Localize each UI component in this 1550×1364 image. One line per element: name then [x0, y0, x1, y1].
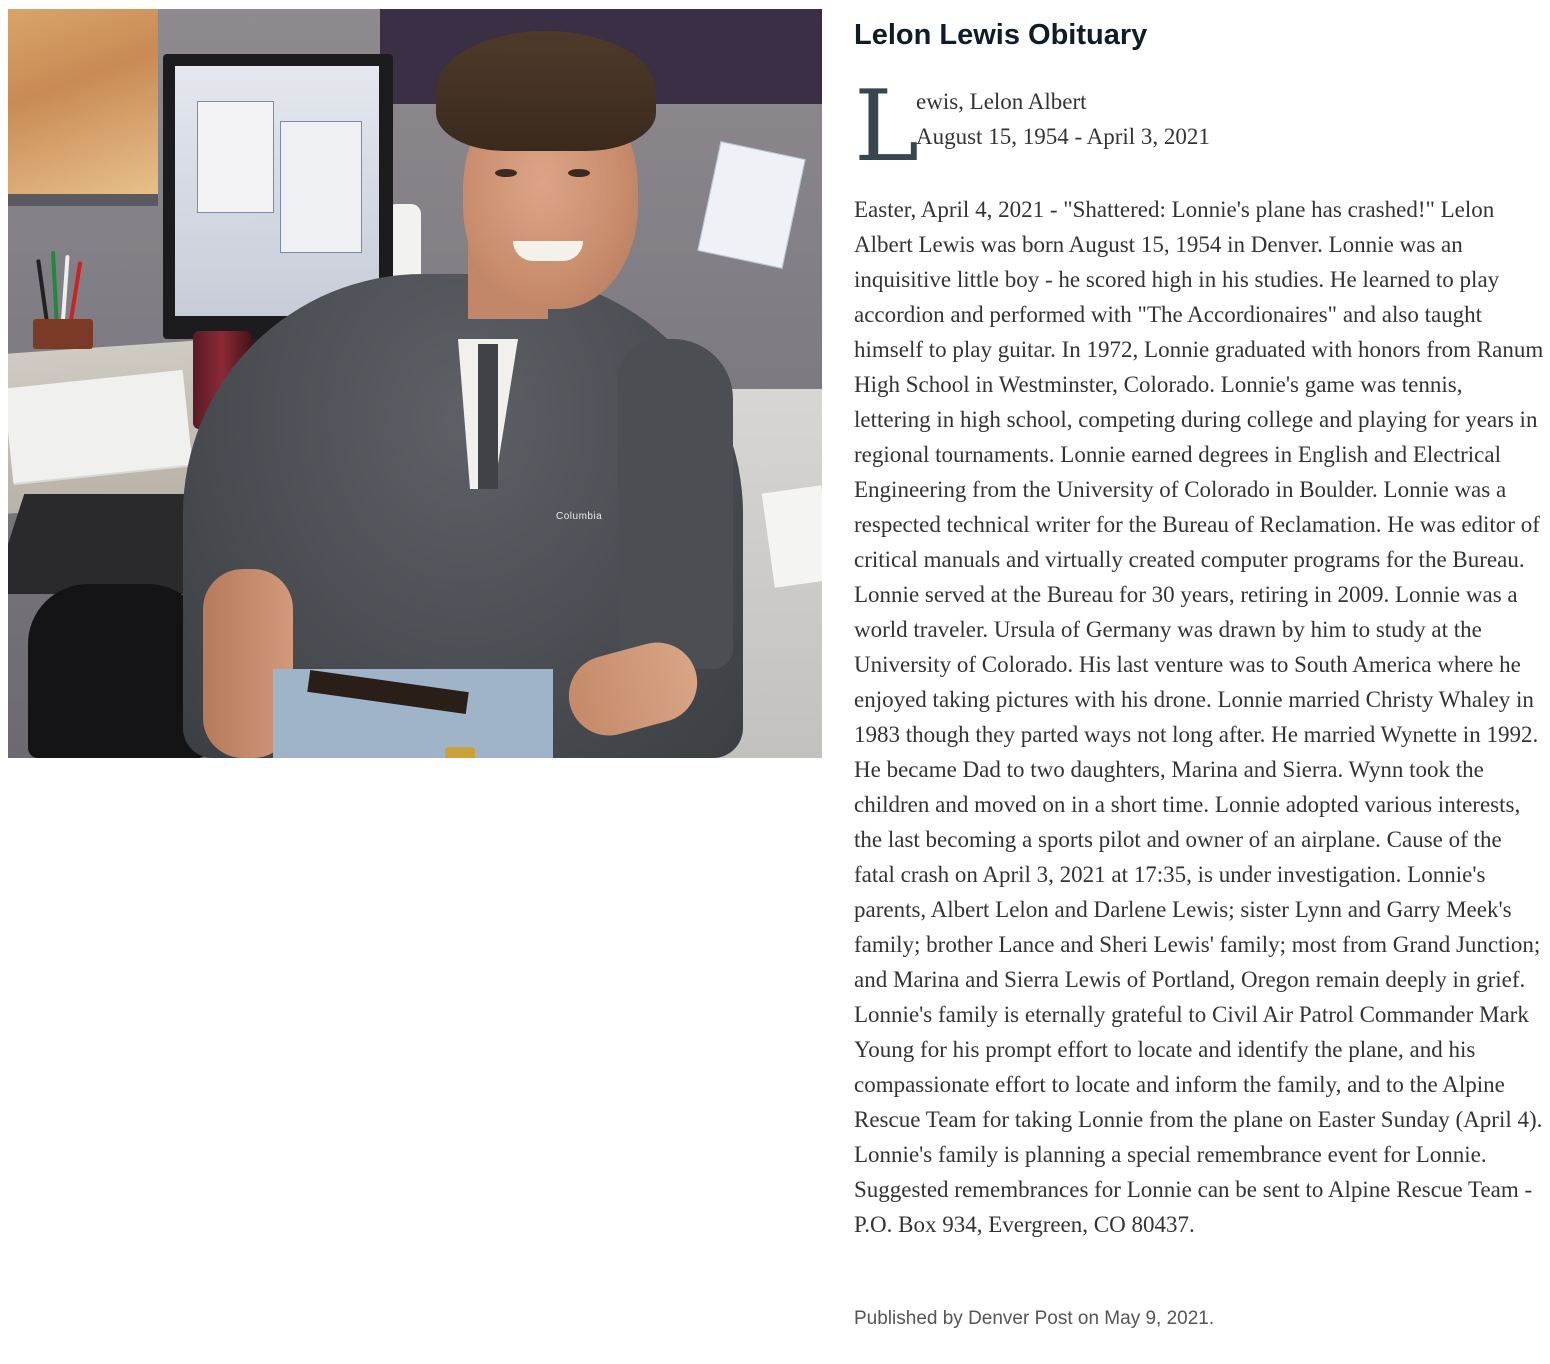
wristwatch [445, 747, 475, 758]
pens [33, 249, 93, 329]
obituary-photo [8, 9, 822, 758]
smile [513, 241, 583, 261]
obituary-body: Easter, April 4, 2021 - "Shattered: Lonnie's plane has crashed!" Lelon Albert Lewis was born August 15, 1954 in Denver. Lonnie was an inquisitive little boy - he scored high in his studies. He learned to play accordion and performed with "The Accordionaires" and also taught himself to play guitar. In 1972, Lonnie graduated with honors from Ranum High School in Westminster, Colorado. Lonnie's game was tennis, lettering in high school, competing during college and playing for years in regional tournaments. Lonnie earned degrees in English and Electrical Engineering from the University of Colorado in Boulder. Lonnie was a respected technical writer for the Bureau of Reclamation. He was editor of critical manuals and virtually created computer programs for the Bureau. Lonnie served at the Bureau for 30 years, retiring in 2009. Lonnie was a world traveler. Ursula of Germany was drawn by him to study at the University of Colorado. His last venture was to South America where he enjoyed taking pictures with his drone. Lonnie married Christy Whaley in 1983 though they parted ways not long after. He married Wynette in 1992. He became Dad to two daughters, Marina and Sierra. Wynn took the children and moved on in a short time. Lonnie adopted various interests, the last becoming a sports pilot and owner of an airplane. Cause of the fatal crash on April 3, 2021 at 17:35, is under investigation. Lonnie's parents, Albert Lelon and Darlene Lewis; sister Lynn and Garry Meek's family; brother Lance and Sheri Lewis' family; most from Grand Junction; and Marina and Sierra Lewis of Portland, Oregon remain deeply in grief. Lonnie's family is eternally grateful to Civil Air Patrol Commander Mark Young for his prompt effort to locate and identify the plane, and his compassionate effort to locate and inform the family, and to the Alpine Rescue Team for taking Lonnie from the plane on Easter Sunday (April 4). Lonnie's family is planning a special remembrance event for Lonnie. Suggested remembrances for Lonnie can be sent to Alpine Rescue Team - P.O. Box 934, Evergreen, CO 80437. [854, 197, 1544, 1237]
pinned-note [697, 141, 805, 269]
shirt-logo: Columbia [556, 511, 603, 522]
shirt-placket [478, 344, 498, 489]
published-line: Published by Denver Post on May 9, 2021. [854, 1308, 1215, 1329]
hair [436, 31, 656, 151]
eye [568, 169, 590, 177]
life-dates: August 15, 1954 - April 3, 2021 [916, 124, 1210, 149]
deceased-name: ewis, Lelon Albert [916, 89, 1087, 114]
shirt-sleeve [618, 339, 733, 669]
office-chair [28, 584, 208, 758]
window-frame [8, 194, 158, 206]
drop-cap: L [854, 70, 920, 184]
eye [495, 169, 517, 177]
monitor-screen [175, 66, 379, 316]
desk-papers [8, 370, 192, 483]
page-title: Lelon Lewis Obituary [854, 19, 1148, 51]
office-window [8, 9, 158, 194]
pen-holder [33, 319, 93, 349]
